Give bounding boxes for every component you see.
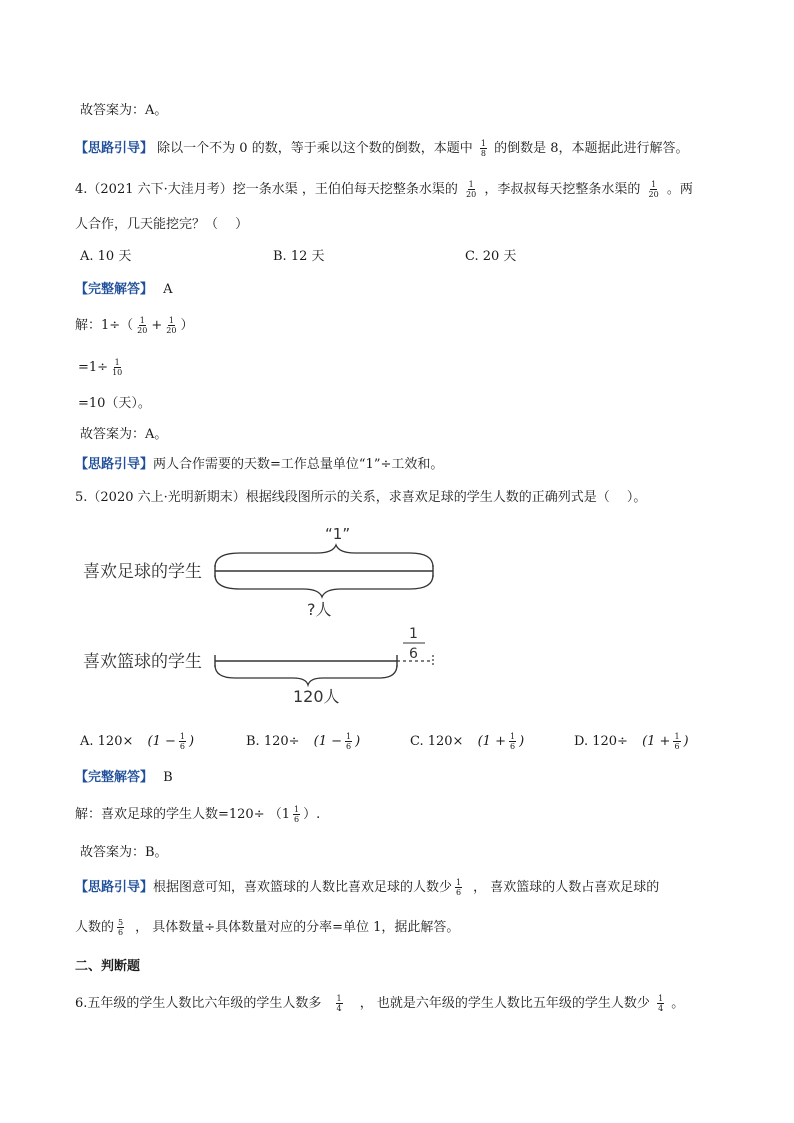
hint-line-q4: 【思路引导】两人合作需要的天数=工作总量单位“1”÷工效和。 — [75, 457, 444, 472]
hint-line-q5-1: 【思路引导】根据图意可知，喜欢篮球的人数比喜欢足球的人数少 $\frac{1}{6}$ ， 喜欢篮球的人数占喜欢足球的 — [75, 878, 660, 897]
fraction: $\frac{1}{6}$ — [456, 878, 462, 897]
hint-line-q3: 【思路引导】 除以一个不为 0 的数，等于乘以这个数的倒数，本题中 $\frac{1}{8}$ 的倒数是 8，本题据此进行解答。 — [75, 139, 689, 158]
option-b: B. 120÷ (1 − $\frac{1}{6}$ ) — [246, 732, 361, 751]
fraction-denominator: 6 — [409, 646, 418, 662]
answer-q4: 故答案为：A。 — [80, 427, 168, 442]
unit-one-label: “1” — [325, 525, 351, 543]
hint-line-q5-2: 人数的 $\frac{5}{6}$ ， 具体数量÷具体数量对应的分率=单位 1，据此解答。 — [75, 918, 460, 937]
hint-tag: 【思路引导】 — [75, 141, 154, 156]
option-c: C. 20 天 — [465, 249, 517, 264]
option-b: B. 12 天 — [273, 249, 325, 264]
option-a: A. 120× (1 − $\frac{1}{6}$ ) — [80, 732, 195, 751]
answer-line: 故答案为：A。 — [80, 103, 168, 118]
basketball-brace — [215, 665, 397, 685]
fraction: $\frac{1}{8}$ — [480, 139, 486, 158]
fraction: $\frac{5}{6}$ — [118, 918, 124, 937]
fraction: $\frac{1}{4}$ — [658, 994, 664, 1013]
question-5-line-1: 5.（2020 六上·光明新期末）根据线段图所示的关系，求喜欢足球的学生人数的正确列式是（ ）。 — [75, 490, 647, 505]
fraction: $\frac{1}{20}$ — [466, 180, 477, 199]
section-heading: 二、判断题 — [75, 959, 141, 974]
full-answer-q4: 【完整解答】 A — [75, 282, 173, 297]
fraction-numerator: 1 — [409, 626, 418, 642]
option-c: C. 120× (1 + $\frac{1}{6}$ ) — [410, 732, 525, 751]
question-4-line-2: 人合作，几天能挖完？（ ） — [75, 217, 249, 232]
fraction: $\frac{1}{20}$ — [648, 180, 659, 199]
full-answer-q5: 【完整解答】 B — [75, 770, 173, 785]
question-4-line-1: 4.（2021 六下·大洼月考）挖一条水渠 ，王伯伯每天挖整条水渠的 $\frac{1}{20}$ ，李叔叔每天挖整条水渠的 $\frac{1}{20}$ 。两 — [75, 180, 693, 199]
solution-q4-line-1: 解：1÷（ $\frac{1}{20}$ + $\frac{1}{20}$ ） — [75, 316, 194, 335]
question-6: 6.五年级的学生人数比六年级的学生人数多 $\frac{1}{4}$ ， 也就是六年级的学生人数比五年级的学生人数少 $\frac{1}{4}$ 。 — [75, 994, 685, 1013]
line-segment-diagram — [75, 515, 455, 715]
solution-q4-line-2: =1÷ $\frac{1}{10}$ — [78, 358, 123, 377]
bottom-brace — [215, 575, 433, 597]
option-a: A. 10 天 — [80, 249, 132, 264]
count-label: 120人 — [293, 687, 340, 706]
answer-q5: 故答案为：B。 — [80, 845, 168, 860]
solution-q5: 解：喜欢足球的学生人数=120÷ （1 $\frac{1}{6}$ ）. — [75, 805, 321, 824]
top-brace — [215, 545, 433, 567]
football-label: 喜欢足球的学生 — [83, 562, 202, 582]
fraction: $\frac{1}{20}$ — [166, 316, 177, 335]
fraction: $\frac{1}{20}$ — [137, 316, 148, 335]
basketball-label: 喜欢篮球的学生 — [83, 652, 202, 672]
solution-q4-line-3: =10（天）。 — [78, 396, 151, 411]
fraction: $\frac{1}{4}$ — [336, 994, 342, 1013]
option-d: D. 120÷ (1 + $\frac{1}{6}$ ) — [574, 732, 689, 751]
unknown-label: ?人 — [307, 600, 332, 619]
fraction: $\frac{1}{10}$ — [112, 358, 123, 377]
fraction: $\frac{1}{6}$ — [294, 805, 300, 824]
